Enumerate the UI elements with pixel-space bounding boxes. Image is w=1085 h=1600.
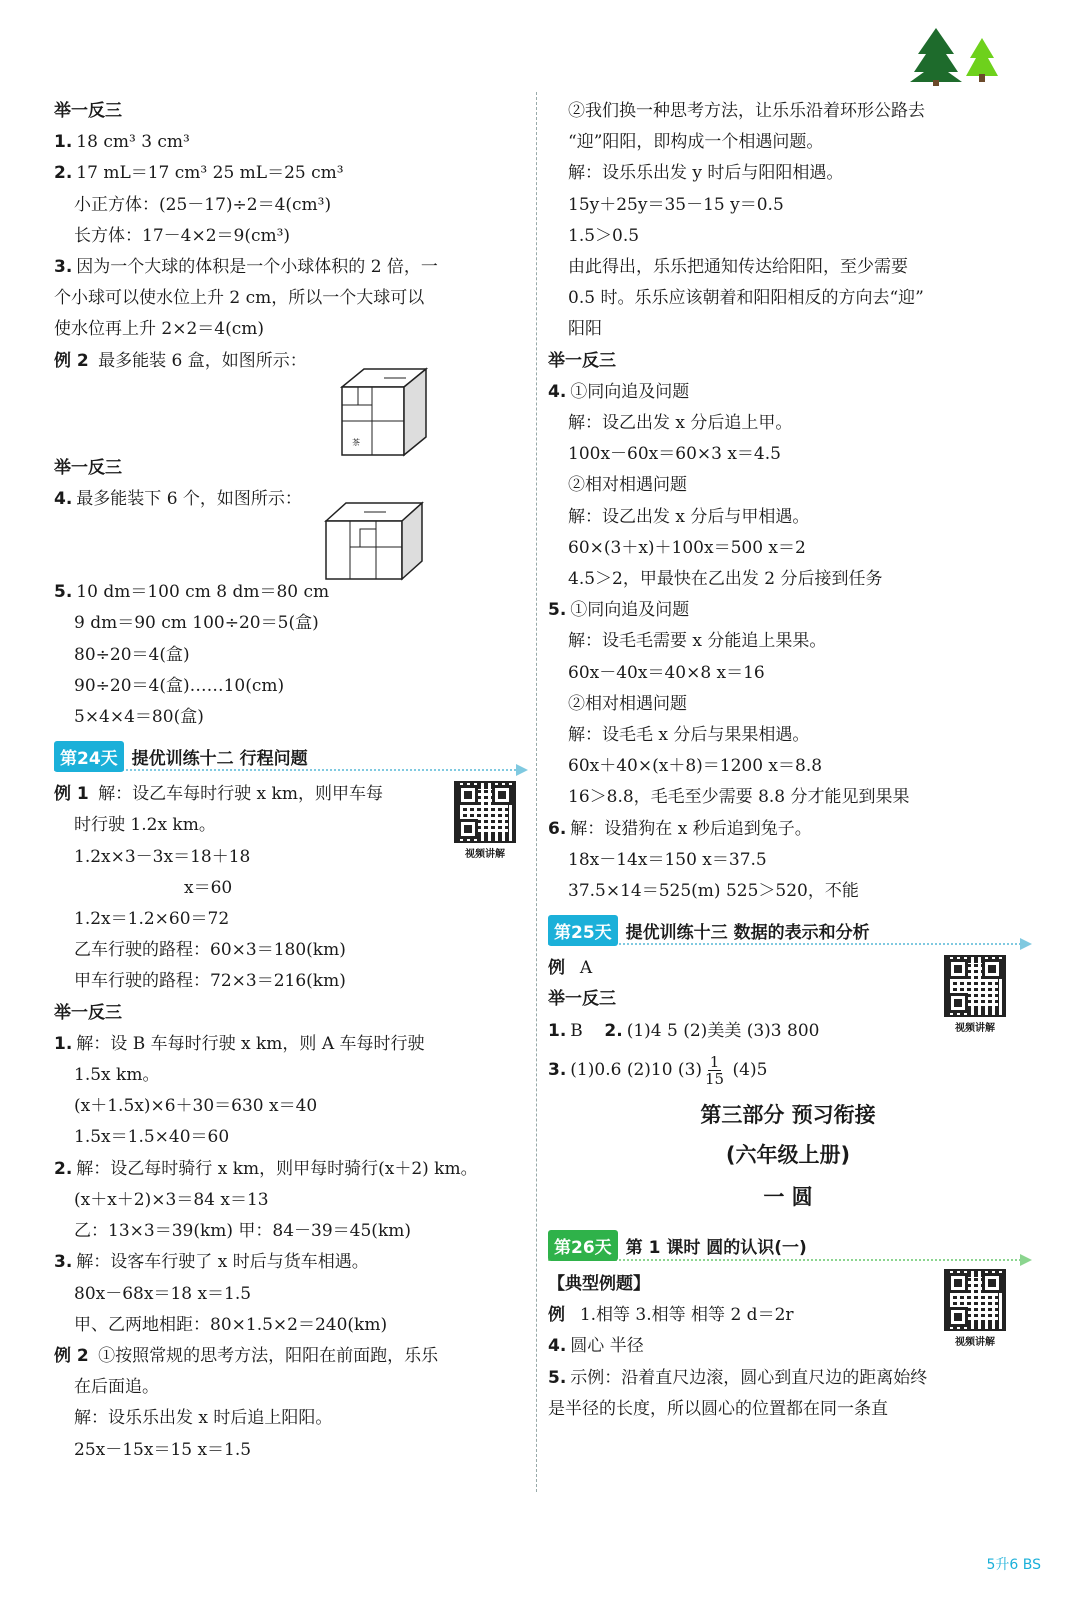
day24-header xyxy=(54,739,524,773)
answer-text: B xyxy=(570,1020,583,1041)
day25-block xyxy=(548,953,1028,1093)
answer-line: 100x－60x＝60×3 x＝4.5 xyxy=(568,444,781,465)
answer-line: 长方体：17－4×2＝9(cm³) xyxy=(74,225,291,246)
item-number: 5. xyxy=(548,600,567,621)
day-title: 提优训练十三 数据的表示和分析 xyxy=(625,922,870,943)
answer-line: 个小球可以使水位上升 2 cm，所以一个大球可以 xyxy=(54,288,425,309)
answer-text: 圆心 半径 xyxy=(570,1336,644,1357)
answer-text: (1)0.6 (2)10 (3) xyxy=(570,1059,703,1080)
box-packing-figure-2 xyxy=(324,501,424,583)
answer-line: 1.2x×3－3x＝18＋18 xyxy=(74,846,251,867)
answer-line: 解：设乐乐出发 y 时后与阳阳相遇。 xyxy=(568,163,844,184)
answer-line: 阳阳 xyxy=(568,319,602,340)
answer-line: 25x－15x＝15 x＝1.5 xyxy=(74,1439,252,1460)
answer-line xyxy=(54,252,524,283)
answer-text: 18 cm³ 3 cm³ xyxy=(76,132,190,153)
right-column xyxy=(548,96,1028,1425)
item-number: 1. xyxy=(548,1020,567,1041)
section-heading: 举一反三 xyxy=(54,457,122,478)
answer-line: 在后面追。 xyxy=(74,1377,159,1398)
section-heading: 举一反三 xyxy=(548,350,616,371)
answer-line: 18x－14x＝150 x＝37.5 xyxy=(568,849,767,870)
example-label: 例 xyxy=(548,958,565,979)
answer-line: 90÷20＝4(盒)……10(cm) xyxy=(74,675,285,696)
day-tag: 第24天 xyxy=(54,741,124,772)
item-number: 1. xyxy=(54,132,73,153)
answer-line: 是半径的长度，所以圆心的位置都在同一条直 xyxy=(548,1398,888,1419)
answer-line: 0.5 时。乐乐应该朝着和阳阳相反的方向去“迎” xyxy=(568,288,924,309)
answer-text: A xyxy=(579,958,593,979)
day26-header xyxy=(548,1229,1028,1263)
answer-text: 示例：沿着直尺边滚，圆心到直尺边的距离始终 xyxy=(570,1367,928,1388)
answer-line xyxy=(548,595,1028,626)
example-label: 例 2 xyxy=(54,350,89,371)
qr-code-video[interactable] xyxy=(454,781,516,860)
section-heading: 举一反三 xyxy=(54,1002,122,1023)
typical-heading: 【典型例题】 xyxy=(548,1273,650,1294)
answer-line: 小正方体：(25－17)÷2＝4(cm³) xyxy=(74,194,332,215)
fraction-numerator: 1 xyxy=(709,1052,720,1071)
answer-line: 解：设乙出发 x 分后与甲相遇。 xyxy=(568,506,810,527)
page-footer: 5升6 BS xyxy=(986,1557,1041,1573)
answer-line: 80÷20＝4(盒) xyxy=(74,644,190,665)
item-number: 2. xyxy=(54,1158,73,1179)
example-label: 例 2 xyxy=(54,1345,89,1366)
day-tag: 第25天 xyxy=(548,915,618,946)
item-number: 2. xyxy=(604,1020,623,1041)
example1-block xyxy=(54,779,524,997)
part-title: 第三部分 预习衔接 xyxy=(700,1102,876,1127)
answer-line: 15y＋25y＝35－15 y＝0.5 xyxy=(568,194,784,215)
answer-line: ②我们换一种思考方法，让乐乐沿着环形公路去 xyxy=(568,101,925,121)
answer-text: 因为一个大球的体积是一个小球体积的 2 倍，一 xyxy=(76,257,438,278)
answer-text: (1)4 5 (2)美美 (3)3 800 xyxy=(626,1020,820,1041)
answer-text: 1.相等 3.相等 相等 2 d＝2r xyxy=(579,1305,794,1326)
answer-line xyxy=(54,127,524,158)
item-number: 5. xyxy=(54,582,73,603)
answer-line: 解：设毛毛 x 分后与果果相遇。 xyxy=(568,725,810,746)
answer-line: 1.5x＝1.5×40＝60 xyxy=(74,1127,230,1148)
answer-line: 1.5x km。 xyxy=(74,1065,160,1086)
answer-text: 解：设客车行驶了 x 时后与货车相遇。 xyxy=(76,1252,369,1273)
answer-line: 60×(3＋x)＋100x＝500 x＝2 xyxy=(568,537,806,558)
figure-space xyxy=(54,515,524,577)
item-number: 5. xyxy=(548,1367,567,1388)
answer-line: (x＋x＋2)×3＝84 x＝13 xyxy=(74,1189,269,1210)
answer-line: 解：设毛毛需要 x 分能追上果果。 xyxy=(568,631,827,652)
answer-line: 5×4×4＝80(盒) xyxy=(74,707,204,728)
answer-line: 16＞8.8，毛毛至少需要 8.8 分才能见到果果 xyxy=(568,787,910,808)
fraction-denominator: 15 xyxy=(705,1069,725,1088)
answer-line xyxy=(54,577,524,608)
figure-space xyxy=(54,377,524,453)
answer-text: (4)5 xyxy=(732,1059,768,1080)
answer-line xyxy=(548,1047,1028,1093)
item-number: 4. xyxy=(548,1336,567,1357)
answer-line: ②相对相遇问题 xyxy=(568,693,687,714)
answer-line xyxy=(54,1154,524,1185)
answer-text: 解：设乙车每时行驶 x km，则甲车每 xyxy=(98,784,383,805)
fraction xyxy=(705,1054,724,1087)
answer-line: 80x－68x＝18 x＝1.5 xyxy=(74,1283,252,1304)
left-column xyxy=(54,96,524,1466)
answer-line: 由此得出，乐乐把通知传达给阳阳，至少需要 xyxy=(568,257,908,278)
answer-text: ①同向追及问题 xyxy=(570,381,690,402)
day26-block xyxy=(548,1269,1028,1425)
answer-text: 最多能装下 6 个，如图所示： xyxy=(76,489,302,510)
svg-text:茶: 茶 xyxy=(352,437,360,447)
answer-line: 4.5＞2，甲最快在乙出发 2 分后接到任务 xyxy=(568,569,883,590)
answer-line xyxy=(54,484,524,515)
answer-text: ①同向追及问题 xyxy=(570,600,690,621)
item-number: 4. xyxy=(54,489,73,510)
column-divider xyxy=(536,92,537,1492)
qr-label: 视频讲解 xyxy=(465,849,505,861)
answer-line: 60x－40x＝40×8 x＝16 xyxy=(568,662,765,683)
answer-text: 17 mL＝17 cm³ 25 mL＝25 cm³ xyxy=(76,163,344,184)
answer-line: 37.5×14＝525(m) 525＞520，不能 xyxy=(568,881,859,902)
answer-line: “迎”阳阳，即构成一个相遇问题。 xyxy=(568,132,824,153)
answer-line: 9 dm＝90 cm 100÷20＝5(盒) xyxy=(74,613,319,634)
answer-line: 乙车行驶的路程：60×3＝180(km) xyxy=(74,940,346,961)
answer-text: ①按照常规的思考方法，阳阳在前面跑，乐乐 xyxy=(98,1345,439,1366)
answer-line: 甲车行驶的路程：72×3＝216(km) xyxy=(74,971,346,992)
day-title: 第 1 课时 圆的认识(一) xyxy=(625,1238,807,1259)
answer-text: 解：设乙每时骑行 x km，则甲每时骑行(x＋2) km。 xyxy=(76,1158,478,1179)
qr-label: 视频讲解 xyxy=(955,1336,995,1348)
answer-line: 60x＋40×(x＋8)＝1200 x＝8.8 xyxy=(568,756,823,777)
answer-text: 解：设 B 车每时行驶 x km，则 A 车每时行驶 xyxy=(76,1033,425,1054)
qr-code-video[interactable] xyxy=(944,1269,1006,1348)
day25-header xyxy=(548,913,1028,947)
qr-code-video[interactable] xyxy=(944,955,1006,1034)
answer-line: 解：设乐乐出发 x 时后追上阳阳。 xyxy=(74,1408,333,1429)
box-packing-figure-1 xyxy=(338,365,428,459)
example-label: 例 1 xyxy=(54,784,89,805)
example-label: 例 xyxy=(548,1305,565,1326)
answer-line xyxy=(548,814,1028,845)
answer-line xyxy=(548,377,1028,408)
answer-line xyxy=(54,1029,524,1060)
item-number: 3. xyxy=(54,1252,73,1273)
part-subtitle: (六年级上册) xyxy=(725,1142,851,1167)
answer-text: 最多能装 6 盒，如图所示： xyxy=(98,350,307,371)
section-heading: 举一反三 xyxy=(54,101,122,121)
item-number: 6. xyxy=(548,818,567,839)
answer-line: 1.5＞0.5 xyxy=(568,225,640,246)
answer-line xyxy=(54,1247,524,1278)
example-line xyxy=(54,346,524,377)
qr-label: 视频讲解 xyxy=(955,1023,995,1035)
answer-line xyxy=(54,158,524,189)
day-tag: 第26天 xyxy=(548,1230,618,1261)
answer-line: x＝60 xyxy=(184,877,233,898)
answer-line xyxy=(548,1363,1028,1394)
item-number: 2. xyxy=(54,163,73,184)
answer-line: (x＋1.5x)×6＋30＝630 x＝40 xyxy=(74,1096,318,1117)
tree-decoration-icon xyxy=(910,26,1005,86)
item-number: 4. xyxy=(548,381,567,402)
item-number: 1. xyxy=(54,1033,73,1054)
answer-text: 10 dm＝100 cm 8 dm＝80 cm xyxy=(76,582,330,603)
answer-line: 甲、乙两地相距：80×1.5×2＝240(km) xyxy=(74,1314,388,1335)
item-number: 3. xyxy=(548,1059,567,1080)
answer-line: 乙：13×3＝39(km) 甲：84－39＝45(km) xyxy=(74,1221,411,1242)
answer-line: 解：设乙出发 x 分后追上甲。 xyxy=(568,413,793,434)
item-number: 3. xyxy=(54,257,73,278)
section-heading: 举一反三 xyxy=(548,989,616,1010)
answer-line: 使水位再上升 2×2＝4(cm) xyxy=(54,319,265,340)
answer-line: 1.2x＝1.2×60＝72 xyxy=(74,909,230,930)
answer-text: 解：设猎狗在 x 秒后追到兔子。 xyxy=(570,818,812,839)
day-title: 提优训练十二 行程问题 xyxy=(131,748,308,769)
answer-line: 时行驶 1.2x km。 xyxy=(74,815,216,836)
example-line xyxy=(54,1341,524,1372)
answer-line: ②相对相遇问题 xyxy=(568,475,687,496)
unit-title: 一 圆 xyxy=(763,1184,813,1209)
